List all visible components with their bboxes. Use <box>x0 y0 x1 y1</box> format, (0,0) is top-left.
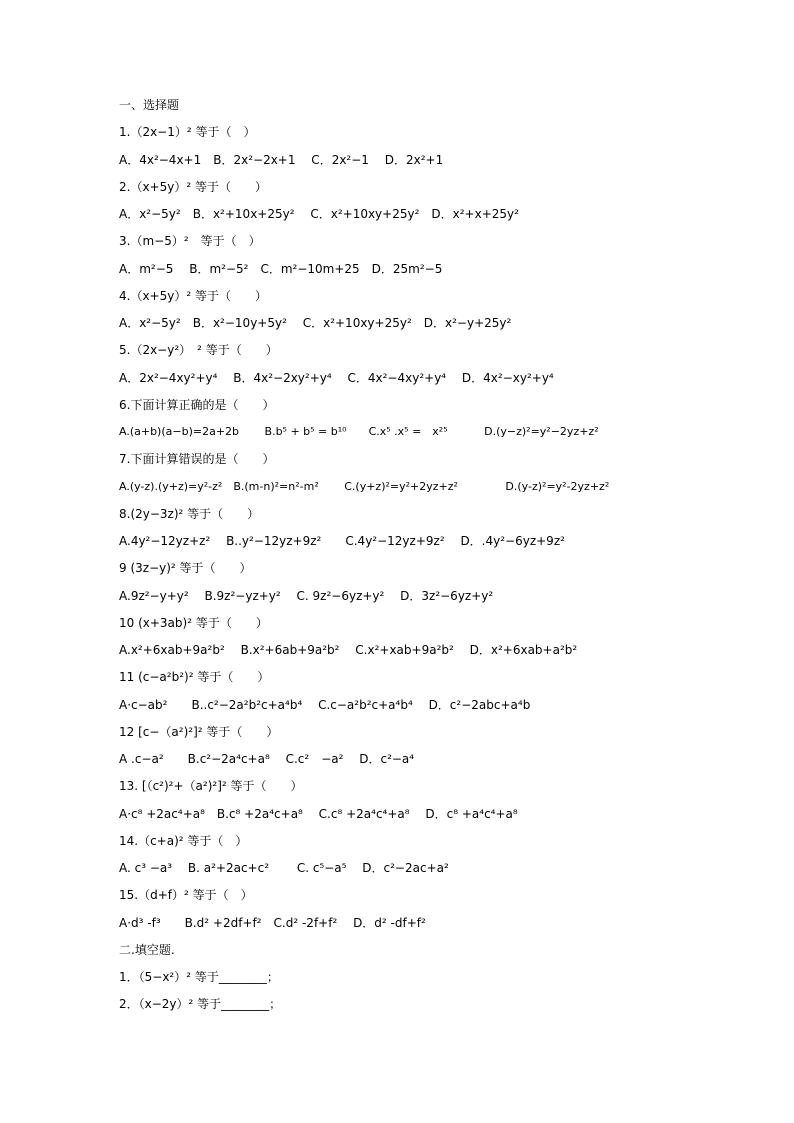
question-9: 9 (3z−y)² 等于（ ） <box>119 561 252 575</box>
question-14-options: A. c³ −a³ B. a²+2ac+c² C. c⁵−a⁵ D．c²−2ac+a² <box>119 861 449 875</box>
question-11: 11 (c−a²b²)² 等于（ ） <box>119 670 270 684</box>
section-heading-choice: 一、选择题 <box>119 98 180 112</box>
question-8: 8.(2y−3z)² 等于（ ） <box>119 507 260 521</box>
question-15-options: A·d³ -f³ B.d² +2df+f² C.d² -2f+f² D．d² -df+f² <box>119 916 426 930</box>
question-7-options: A.(y-z).(y+z)=y²-z² B.(m-n)²=n²-m² C.(y+z)²=y²+2yz+z² D.(y-z)²=y²-2yz+z² <box>119 480 610 493</box>
question-13: 13. [（c²)²+（a²)²]² 等于（ ） <box>119 779 303 793</box>
fill-blank-1: 1．（5−x²）² 等于________； <box>119 970 279 984</box>
question-15: 15.（d+f）² 等于（ ） <box>119 888 253 902</box>
section-heading-fill-blank: 二.填空题. <box>119 943 175 957</box>
question-2: 2.（x+5y）² 等于（ ） <box>119 180 267 194</box>
question-12-options: A .c−a² B.c²−2a⁴c+a⁸ C.c² −a² D．c²−a⁴ <box>119 752 415 766</box>
question-9-options: A.9z²−y+y² B.9z²−yz+y² C. 9z²−6yz+y² D．3z²−6yz+y² <box>119 589 494 603</box>
question-3-options: A．m²−5 B．m²−5² C．m²−10m+25 D．25m²−5 <box>119 262 443 276</box>
question-10-options: A.x²+6xab+9a²b² B.x²+6ab+9a²b² C.x²+xab+9a²b² D．x²+6xab+a²b² <box>119 643 578 657</box>
question-7: 7.下面计算错误的是（ ） <box>119 452 275 466</box>
question-4-options: A．x²−5y² B．x²−10y+5y² C．x²+10xy+25y² D．x²−y+25y² <box>119 316 512 330</box>
question-8-options: A.4y²−12yz+z² B..y²−12yz+9z² C.4y²−12yz+9z² D．.4y²−6yz+9z² <box>119 534 565 548</box>
question-11-options: A·c−ab² B..c²−2a²b²c+a⁴b⁴ C.c−a²b²c+a⁴b⁴ D．c²−2abc+a⁴b <box>119 698 531 712</box>
fill-blank-2: 2．（x−2y）² 等于________； <box>119 997 282 1011</box>
question-2-options: A．x²−5y² B．x²+10x+25y² C．x²+10xy+25y² D．x²+x+25y² <box>119 207 519 221</box>
question-12: 12 [c−（a²)²]² 等于（ ） <box>119 725 279 739</box>
question-13-options: A·c⁸ +2ac⁴+a⁸ B.c⁸ +2a⁴c+a⁸ C.c⁸ +2a⁴c⁴+a⁸ D．c⁸ +a⁴c⁴+a⁸ <box>119 807 518 821</box>
question-1: 1.（2x−1）² 等于（ ） <box>119 125 256 139</box>
question-4: 4.（x+5y）² 等于（ ） <box>119 289 267 303</box>
question-5-options: A．2x²−4xy²+y⁴ B．4x²−2xy²+y⁴ C．4x²−4xy²+y⁴ D．4x²−xy²+y⁴ <box>119 371 554 385</box>
question-5: 5.（2x−y²） ² 等于（ ） <box>119 343 278 357</box>
question-14: 14.（c+a)² 等于（ ） <box>119 834 248 848</box>
question-1-options: A．4x²−4x+1 B．2x²−2x+1 C．2x²−1 D．2x²+1 <box>119 153 444 167</box>
question-6-options: A.(a+b)(a−b)=2a+2b B.b⁵ + b⁵ = b¹⁰ C.x⁵ .x⁵ = x²⁵ D.(y−z)²=y²−2yz+z² <box>119 425 599 438</box>
question-10: 10 (x+3ab)² 等于（ ） <box>119 616 268 630</box>
question-3: 3.（m−5）² 等于（ ） <box>119 234 261 248</box>
question-6: 6.下面计算正确的是（ ） <box>119 398 275 412</box>
